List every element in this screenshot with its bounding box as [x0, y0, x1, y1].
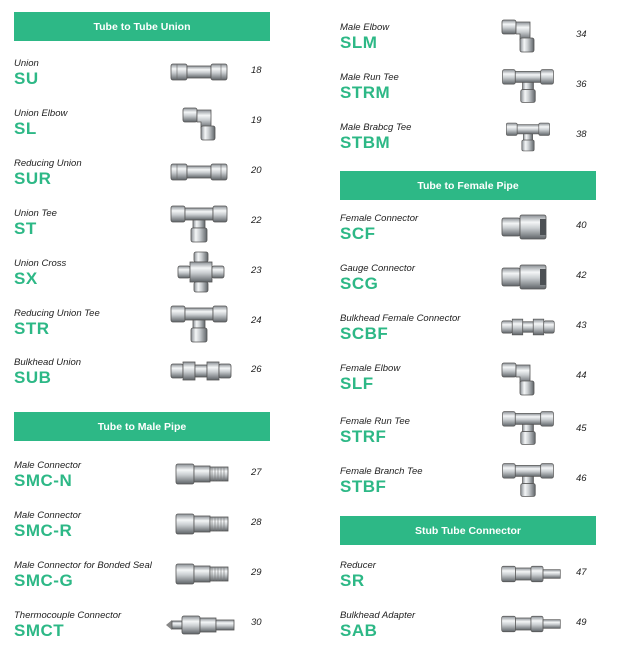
tee-fitting-icon — [500, 120, 556, 154]
item-name: Female Run Tee — [340, 416, 410, 427]
item-name: Male Connector — [14, 460, 82, 471]
cross-fitting-icon — [176, 250, 226, 294]
item-code: SL — [14, 119, 37, 138]
item-page: 28 — [251, 517, 262, 528]
item-page: 22 — [251, 215, 262, 226]
item-name: Male Connector for Bonded Seal — [14, 560, 152, 571]
reducer-fitting-icon — [500, 562, 562, 586]
item-page: 34 — [576, 29, 587, 40]
catalog-item-slm[interactable] — [340, 22, 610, 68]
tee-fitting-icon — [500, 66, 556, 106]
catalog-item-strf[interactable] — [340, 416, 610, 462]
item-name: Reducer — [340, 560, 376, 571]
item-code: ST — [14, 219, 37, 238]
item-page: 27 — [251, 467, 262, 478]
union-fitting-icon — [169, 60, 229, 84]
item-page: 23 — [251, 265, 262, 276]
female-connector-icon — [500, 213, 550, 241]
item-code: SCG — [340, 274, 379, 293]
catalog-item-st[interactable] — [14, 208, 310, 254]
item-name: Reducing Union Tee — [14, 308, 100, 319]
item-name: Male Run Tee — [340, 72, 399, 83]
item-code: SU — [14, 69, 39, 88]
item-page: 38 — [576, 129, 587, 140]
section-title: Stub Tube Connector — [415, 524, 521, 537]
tee-fitting-icon — [169, 202, 229, 246]
catalog-item-su[interactable] — [14, 58, 310, 104]
item-code: SMCT — [14, 621, 65, 640]
item-name: Female Branch Tee — [340, 466, 423, 477]
item-page: 18 — [251, 65, 262, 76]
elbow-fitting-icon — [181, 102, 225, 142]
item-page: 36 — [576, 79, 587, 90]
item-page: 42 — [576, 270, 587, 281]
catalog-item-scg[interactable] — [340, 263, 610, 309]
item-name: Bulkhead Union — [14, 357, 82, 368]
item-code: SMC-R — [14, 521, 73, 540]
item-code: SAB — [340, 621, 378, 640]
tee-fitting-icon — [500, 460, 556, 500]
item-name: Gauge Connector — [340, 263, 415, 274]
item-code: SUB — [14, 368, 52, 387]
item-code: STBM — [340, 133, 391, 152]
item-code: SMC-G — [14, 571, 74, 590]
item-page: 44 — [576, 370, 587, 381]
item-name: Union Cross — [14, 258, 67, 269]
item-code: SUR — [14, 169, 52, 188]
item-name: Male Elbow — [340, 22, 390, 33]
item-code: SMC-N — [14, 471, 73, 490]
elbow-fitting-icon — [500, 14, 544, 54]
item-page: 30 — [251, 617, 262, 628]
catalog-item-sl[interactable] — [14, 108, 310, 154]
item-page: 19 — [251, 115, 262, 126]
section-header-tube-to-tube-union — [14, 12, 270, 41]
item-code: SCBF — [340, 324, 389, 343]
item-page: 46 — [576, 473, 587, 484]
section-title: Tube to Tube Union — [93, 20, 191, 33]
item-code: SCF — [340, 224, 376, 243]
item-code: SLF — [340, 374, 374, 393]
item-page: 47 — [576, 567, 587, 578]
item-page: 29 — [251, 567, 262, 578]
item-page: 20 — [251, 165, 262, 176]
catalog-item-smc-g[interactable] — [14, 560, 310, 606]
item-page: 43 — [576, 320, 587, 331]
catalog-item-sur[interactable] — [14, 158, 310, 204]
item-code: SR — [340, 571, 365, 590]
male-connector-icon — [174, 560, 230, 588]
catalog-item-smc-n[interactable] — [14, 460, 310, 506]
tee-fitting-icon — [500, 408, 556, 448]
item-name: Union Tee — [14, 208, 57, 219]
item-code: STR — [14, 319, 50, 338]
catalog-item-sub[interactable] — [14, 357, 310, 403]
item-name: Thermocouple Connector — [14, 610, 122, 621]
item-name: Union — [14, 58, 39, 69]
catalog-item-sx[interactable] — [14, 258, 310, 304]
section-header-stub-tube-connector — [340, 516, 596, 545]
item-page: 24 — [251, 315, 262, 326]
item-code: SLM — [340, 33, 378, 52]
male-connector-icon — [174, 510, 230, 538]
reducer-fitting-icon — [500, 612, 562, 636]
male-connector-icon — [174, 460, 230, 488]
section-header-tube-to-male-pipe — [14, 412, 270, 441]
item-name: Female Connector — [340, 213, 419, 224]
item-name: Reducing Union — [14, 158, 82, 169]
catalog-item-smct[interactable] — [14, 610, 310, 656]
catalog-item-sr[interactable] — [340, 560, 610, 606]
catalog-item-stbf[interactable] — [340, 466, 610, 512]
item-name: Bulkhead Adapter — [340, 610, 416, 621]
item-name: Male Connector — [14, 510, 82, 521]
item-page: 45 — [576, 423, 587, 434]
section-title: Tube to Male Pipe — [97, 420, 187, 433]
item-page: 40 — [576, 220, 587, 231]
elbow-fitting-icon — [500, 357, 544, 397]
item-code: STRF — [340, 427, 387, 446]
item-name: Female Elbow — [340, 363, 401, 374]
catalog-item-strm[interactable] — [340, 72, 610, 118]
bulkhead-union-icon — [500, 315, 556, 339]
union-fitting-icon — [169, 160, 229, 184]
catalog-item-str[interactable] — [14, 308, 310, 354]
catalog-item-scbf[interactable] — [340, 313, 610, 359]
section-title: Tube to Female Pipe — [417, 179, 519, 192]
female-connector-icon — [500, 263, 550, 291]
tee-fitting-icon — [169, 302, 229, 346]
section-header-tube-to-female-pipe — [340, 171, 596, 200]
item-name: Bulkhead Female Connector — [340, 313, 461, 324]
item-code: STRM — [340, 83, 391, 102]
item-page: 26 — [251, 364, 262, 375]
item-code: STBF — [340, 477, 387, 496]
catalog-item-scf[interactable] — [340, 213, 610, 259]
catalog-item-sab[interactable] — [340, 610, 610, 656]
catalog-item-smc-r[interactable] — [14, 510, 310, 556]
catalog-item-stbm[interactable] — [340, 122, 610, 168]
item-name: Male Brabcg Tee — [340, 122, 412, 133]
bulkhead-union-icon — [169, 359, 233, 383]
item-name: Union Elbow — [14, 108, 68, 119]
catalog-item-slf[interactable] — [340, 363, 610, 409]
item-page: 49 — [576, 617, 587, 628]
thermocouple-connector-icon — [164, 612, 236, 638]
item-code: SX — [14, 269, 38, 288]
